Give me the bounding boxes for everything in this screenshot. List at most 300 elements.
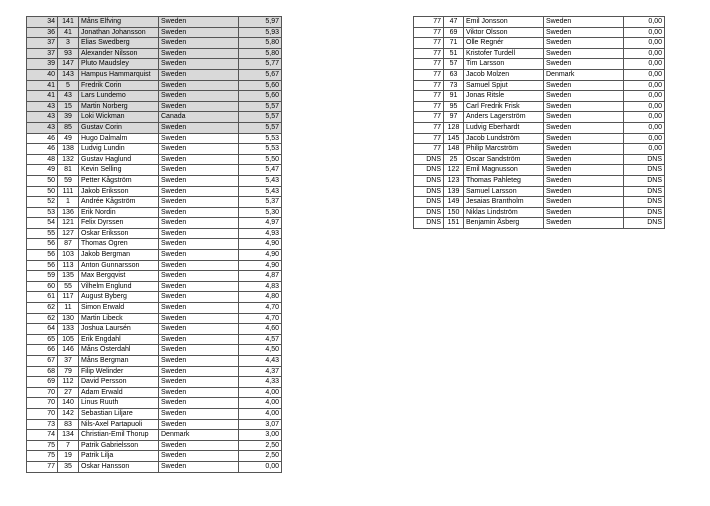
name-cell: Oskar Hansson xyxy=(79,461,159,472)
place-cell: 55 xyxy=(27,228,58,239)
bib-cell: 71 xyxy=(444,38,464,49)
bib-cell: 97 xyxy=(444,112,464,123)
table-row xyxy=(27,303,282,314)
place-cell: 37 xyxy=(27,48,58,59)
name-cell: Emil Magnusson xyxy=(464,165,544,176)
name-cell: Simon Erwald xyxy=(79,303,159,314)
bib-cell: 127 xyxy=(58,228,79,239)
nation-cell: Sweden xyxy=(159,366,239,377)
table-row xyxy=(414,101,665,112)
score-cell: 5,60 xyxy=(239,80,282,91)
place-cell: 67 xyxy=(27,356,58,367)
place-cell: 56 xyxy=(27,260,58,271)
nation-cell: Denmark xyxy=(159,430,239,441)
nation-cell: Sweden xyxy=(159,377,239,388)
bib-cell: 132 xyxy=(58,154,79,165)
nation-cell: Sweden xyxy=(159,313,239,324)
bib-cell: 39 xyxy=(58,112,79,123)
table-row xyxy=(27,186,282,197)
table-row xyxy=(27,197,282,208)
place-cell: 53 xyxy=(27,207,58,218)
score-cell: 2,50 xyxy=(239,451,282,462)
score-cell: 4,87 xyxy=(239,271,282,282)
place-cell: 77 xyxy=(414,38,444,49)
score-cell: 3,07 xyxy=(239,419,282,430)
nation-cell: Sweden xyxy=(159,165,239,176)
score-cell: DNS xyxy=(624,165,665,176)
score-cell: 0,00 xyxy=(624,69,665,80)
place-cell: 62 xyxy=(27,313,58,324)
name-cell: Måns Bergman xyxy=(79,356,159,367)
table-row xyxy=(27,324,282,335)
name-cell: Max Bergqvist xyxy=(79,271,159,282)
table-row xyxy=(27,334,282,345)
bib-cell: 111 xyxy=(58,186,79,197)
bib-cell: 142 xyxy=(58,408,79,419)
name-cell: Erik Nordin xyxy=(79,207,159,218)
place-cell: 68 xyxy=(27,366,58,377)
score-cell: 5,80 xyxy=(239,38,282,49)
bib-cell: 37 xyxy=(58,356,79,367)
nation-cell: Canada xyxy=(159,112,239,123)
nation-cell: Sweden xyxy=(544,122,624,133)
nation-cell: Sweden xyxy=(544,175,624,186)
name-cell: Benjamin Åsberg xyxy=(464,218,544,229)
score-cell: 5,67 xyxy=(239,69,282,80)
bib-cell: 93 xyxy=(58,48,79,59)
place-cell: 46 xyxy=(27,144,58,155)
nation-cell: Sweden xyxy=(159,281,239,292)
place-cell: 77 xyxy=(414,133,444,144)
bib-cell: 150 xyxy=(444,207,464,218)
name-cell: Jesaias Brantholm xyxy=(464,197,544,208)
table-row xyxy=(414,144,665,155)
nation-cell: Sweden xyxy=(544,80,624,91)
name-cell: Viktor Olsson xyxy=(464,27,544,38)
score-cell: 5,53 xyxy=(239,133,282,144)
bib-cell: 134 xyxy=(58,430,79,441)
bib-cell: 143 xyxy=(58,69,79,80)
place-cell: 37 xyxy=(27,38,58,49)
bib-cell: 133 xyxy=(58,324,79,335)
score-cell: 5,53 xyxy=(239,144,282,155)
table-row xyxy=(414,133,665,144)
score-cell: 4,57 xyxy=(239,334,282,345)
name-cell: Loki Wickman xyxy=(79,112,159,123)
score-cell: 4,93 xyxy=(239,228,282,239)
place-cell: DNS xyxy=(414,186,444,197)
bib-cell: 5 xyxy=(58,80,79,91)
nation-cell: Sweden xyxy=(159,80,239,91)
bib-cell: 25 xyxy=(444,154,464,165)
score-cell: 5,57 xyxy=(239,101,282,112)
table-row xyxy=(27,250,282,261)
bib-cell: 117 xyxy=(58,292,79,303)
table-row xyxy=(27,17,282,28)
bib-cell: 105 xyxy=(58,334,79,345)
bib-cell: 140 xyxy=(58,398,79,409)
name-cell: Patrik Gabrielsson xyxy=(79,440,159,451)
bib-cell: 95 xyxy=(444,101,464,112)
place-cell: 77 xyxy=(414,101,444,112)
table-row xyxy=(27,430,282,441)
table-row xyxy=(414,175,665,186)
place-cell: 43 xyxy=(27,101,58,112)
place-cell: 77 xyxy=(414,122,444,133)
place-cell: 77 xyxy=(414,27,444,38)
nation-cell: Sweden xyxy=(159,17,239,28)
score-cell: 0,00 xyxy=(624,80,665,91)
place-cell: 61 xyxy=(27,292,58,303)
name-cell: Lars Lundemo xyxy=(79,91,159,102)
score-cell: 4,90 xyxy=(239,260,282,271)
score-cell: 5,57 xyxy=(239,112,282,123)
table-row xyxy=(414,165,665,176)
bib-cell: 55 xyxy=(58,281,79,292)
nation-cell: Sweden xyxy=(544,48,624,59)
table-row xyxy=(27,408,282,419)
score-cell: DNS xyxy=(624,207,665,218)
nation-cell: Sweden xyxy=(159,239,239,250)
nation-cell: Denmark xyxy=(544,69,624,80)
score-cell: 5,47 xyxy=(239,165,282,176)
bib-cell: 27 xyxy=(58,387,79,398)
bib-cell: 81 xyxy=(58,165,79,176)
place-cell: 70 xyxy=(27,387,58,398)
table-row xyxy=(27,80,282,91)
bib-cell: 35 xyxy=(58,461,79,472)
score-cell: 5,37 xyxy=(239,197,282,208)
place-cell: DNS xyxy=(414,197,444,208)
bib-cell: 91 xyxy=(444,91,464,102)
table-row xyxy=(27,292,282,303)
bib-cell: 103 xyxy=(58,250,79,261)
place-cell: 75 xyxy=(27,451,58,462)
nation-cell: Sweden xyxy=(159,144,239,155)
nation-cell: Sweden xyxy=(544,38,624,49)
name-cell: Gustav Corin xyxy=(79,122,159,133)
place-cell: 59 xyxy=(27,271,58,282)
name-cell: Pluto Maudsley xyxy=(79,59,159,70)
nation-cell: Sweden xyxy=(159,91,239,102)
bib-cell: 41 xyxy=(58,27,79,38)
place-cell: 39 xyxy=(27,59,58,70)
place-cell: 77 xyxy=(414,144,444,155)
table-row xyxy=(27,377,282,388)
name-cell: Thomas Ögren xyxy=(79,239,159,250)
nation-cell: Sweden xyxy=(544,165,624,176)
nation-cell: Sweden xyxy=(159,175,239,186)
table-row xyxy=(414,112,665,123)
table-row xyxy=(27,451,282,462)
place-cell: 65 xyxy=(27,334,58,345)
name-cell: Jonathan Johansson xyxy=(79,27,159,38)
score-cell: 4,80 xyxy=(239,292,282,303)
name-cell: Ludvig Eberhardt xyxy=(464,122,544,133)
place-cell: 77 xyxy=(414,91,444,102)
name-cell: Carl Fredrik Frisk xyxy=(464,101,544,112)
score-cell: 0,00 xyxy=(624,122,665,133)
name-cell: Samuel Larsson xyxy=(464,186,544,197)
score-cell: 0,00 xyxy=(624,27,665,38)
bib-cell: 63 xyxy=(444,69,464,80)
nation-cell: Sweden xyxy=(159,398,239,409)
score-cell: 2,50 xyxy=(239,440,282,451)
table-row xyxy=(27,387,282,398)
nation-cell: Sweden xyxy=(159,250,239,261)
score-cell: 4,00 xyxy=(239,387,282,398)
score-cell: 5,77 xyxy=(239,59,282,70)
bib-cell: 149 xyxy=(444,197,464,208)
bib-cell: 121 xyxy=(58,218,79,229)
name-cell: Felix Dyrssen xyxy=(79,218,159,229)
place-cell: 43 xyxy=(27,122,58,133)
name-cell: Christian-Emil Thorup xyxy=(79,430,159,441)
score-cell: 0,00 xyxy=(624,38,665,49)
name-cell: Hampus Hammarquist xyxy=(79,69,159,80)
table-row xyxy=(414,17,665,28)
table-row xyxy=(27,27,282,38)
score-cell: 5,43 xyxy=(239,175,282,186)
name-cell: Martin Libeck xyxy=(79,313,159,324)
name-cell: Anton Gunnarsson xyxy=(79,260,159,271)
bib-cell: 11 xyxy=(58,303,79,314)
name-cell: Kristofer Turdell xyxy=(464,48,544,59)
score-cell: 4,70 xyxy=(239,303,282,314)
nation-cell: Sweden xyxy=(544,112,624,123)
place-cell: 66 xyxy=(27,345,58,356)
name-cell: Måns Österdahl xyxy=(79,345,159,356)
name-cell: Adam Erwald xyxy=(79,387,159,398)
table-row xyxy=(414,197,665,208)
table-row xyxy=(27,345,282,356)
nation-cell: Sweden xyxy=(159,303,239,314)
place-cell: 43 xyxy=(27,112,58,123)
nation-cell: Sweden xyxy=(159,324,239,335)
table-row xyxy=(414,38,665,49)
bib-cell: 7 xyxy=(58,440,79,451)
place-cell: 41 xyxy=(27,91,58,102)
score-cell: 4,43 xyxy=(239,356,282,367)
name-cell: Alexander Nilsson xyxy=(79,48,159,59)
nation-cell: Sweden xyxy=(159,207,239,218)
place-cell: 77 xyxy=(414,80,444,91)
bib-cell: 113 xyxy=(58,260,79,271)
table-row xyxy=(27,440,282,451)
bib-cell: 69 xyxy=(444,27,464,38)
bib-cell: 122 xyxy=(444,165,464,176)
table-row xyxy=(27,175,282,186)
name-cell: Hugo Dalmalm xyxy=(79,133,159,144)
name-cell: Nils-Axel Partapuoli xyxy=(79,419,159,430)
score-cell: 4,37 xyxy=(239,366,282,377)
table-row xyxy=(27,271,282,282)
name-cell: Samuel Spjut xyxy=(464,80,544,91)
table-row xyxy=(27,122,282,133)
table-row xyxy=(27,165,282,176)
nation-cell: Sweden xyxy=(159,292,239,303)
score-cell: DNS xyxy=(624,175,665,186)
nation-cell: Sweden xyxy=(159,122,239,133)
score-cell: 5,30 xyxy=(239,207,282,218)
name-cell: Jacob Molzen xyxy=(464,69,544,80)
place-cell: 62 xyxy=(27,303,58,314)
bib-cell: 130 xyxy=(58,313,79,324)
bib-cell: 3 xyxy=(58,38,79,49)
bib-cell: 15 xyxy=(58,101,79,112)
place-cell: 52 xyxy=(27,197,58,208)
nation-cell: Sweden xyxy=(159,419,239,430)
nation-cell: Sweden xyxy=(159,345,239,356)
name-cell: Kevin Selling xyxy=(79,165,159,176)
bib-cell: 49 xyxy=(58,133,79,144)
table-row xyxy=(414,186,665,197)
table-row xyxy=(27,228,282,239)
place-cell: DNS xyxy=(414,218,444,229)
place-cell: 77 xyxy=(414,59,444,70)
place-cell: 46 xyxy=(27,133,58,144)
nation-cell: Sweden xyxy=(544,101,624,112)
score-cell: 4,50 xyxy=(239,345,282,356)
nation-cell: Sweden xyxy=(544,27,624,38)
name-cell: Emil Jonsson xyxy=(464,17,544,28)
table-row xyxy=(414,48,665,59)
bib-cell: 85 xyxy=(58,122,79,133)
table-row xyxy=(414,207,665,218)
table-row xyxy=(27,461,282,472)
table-row xyxy=(27,398,282,409)
table-row xyxy=(27,133,282,144)
place-cell: 49 xyxy=(27,165,58,176)
table-row xyxy=(27,69,282,80)
name-cell: Oskar Eriksson xyxy=(79,228,159,239)
name-cell: Petter Kågström xyxy=(79,175,159,186)
score-cell: 0,00 xyxy=(624,91,665,102)
table-row xyxy=(27,207,282,218)
place-cell: 73 xyxy=(27,419,58,430)
place-cell: 36 xyxy=(27,27,58,38)
table-row xyxy=(27,101,282,112)
score-cell: 5,50 xyxy=(239,154,282,165)
score-cell: 0,00 xyxy=(624,59,665,70)
place-cell: 70 xyxy=(27,408,58,419)
score-cell: 4,97 xyxy=(239,218,282,229)
table-row xyxy=(27,144,282,155)
place-cell: 50 xyxy=(27,186,58,197)
nation-cell: Sweden xyxy=(544,144,624,155)
table-row xyxy=(27,38,282,49)
bib-cell: 79 xyxy=(58,366,79,377)
name-cell: Erik Engdahl xyxy=(79,334,159,345)
bib-cell: 73 xyxy=(444,80,464,91)
score-cell: 0,00 xyxy=(624,112,665,123)
nation-cell: Sweden xyxy=(544,17,624,28)
nation-cell: Sweden xyxy=(544,59,624,70)
table-row xyxy=(27,59,282,70)
nation-cell: Sweden xyxy=(159,440,239,451)
place-cell: 56 xyxy=(27,250,58,261)
score-cell: 5,43 xyxy=(239,186,282,197)
score-cell: 4,00 xyxy=(239,398,282,409)
nation-cell: Sweden xyxy=(159,260,239,271)
bib-cell: 83 xyxy=(58,419,79,430)
score-cell: 4,60 xyxy=(239,324,282,335)
place-cell: DNS xyxy=(414,165,444,176)
name-cell: Thomas Pahleteg xyxy=(464,175,544,186)
table-row xyxy=(27,154,282,165)
nation-cell: Sweden xyxy=(159,218,239,229)
nation-cell: Sweden xyxy=(159,101,239,112)
place-cell: 77 xyxy=(414,17,444,28)
score-cell: 5,57 xyxy=(239,122,282,133)
table-row xyxy=(27,281,282,292)
nation-cell: Sweden xyxy=(544,133,624,144)
table-row xyxy=(414,69,665,80)
score-cell: 5,60 xyxy=(239,91,282,102)
name-cell: Jonas Ritsle xyxy=(464,91,544,102)
score-cell: 5,97 xyxy=(239,17,282,28)
bib-cell: 141 xyxy=(58,17,79,28)
nation-cell: Sweden xyxy=(544,218,624,229)
nation-cell: Sweden xyxy=(544,91,624,102)
name-cell: David Persson xyxy=(79,377,159,388)
place-cell: 69 xyxy=(27,377,58,388)
place-cell: 41 xyxy=(27,80,58,91)
score-cell: 0,00 xyxy=(624,133,665,144)
nation-cell: Sweden xyxy=(159,38,239,49)
name-cell: Vilhelm Englund xyxy=(79,281,159,292)
bib-cell: 57 xyxy=(444,59,464,70)
score-cell: 4,90 xyxy=(239,250,282,261)
nation-cell: Sweden xyxy=(544,186,624,197)
bib-cell: 146 xyxy=(58,345,79,356)
nation-cell: Sweden xyxy=(159,133,239,144)
table-row xyxy=(27,239,282,250)
nation-cell: Sweden xyxy=(159,186,239,197)
table-row xyxy=(27,112,282,123)
score-cell: 0,00 xyxy=(239,461,282,472)
nation-cell: Sweden xyxy=(159,408,239,419)
place-cell: 77 xyxy=(414,48,444,59)
nation-cell: Sweden xyxy=(159,27,239,38)
nation-cell: Sweden xyxy=(159,228,239,239)
name-cell: Martin Norberg xyxy=(79,101,159,112)
name-cell: Anders Lagerström xyxy=(464,112,544,123)
table-row xyxy=(414,59,665,70)
name-cell: Joshua Laursén xyxy=(79,324,159,335)
score-cell: 4,70 xyxy=(239,313,282,324)
table-row xyxy=(27,260,282,271)
place-cell: 56 xyxy=(27,239,58,250)
table-row xyxy=(27,366,282,377)
bib-cell: 51 xyxy=(444,48,464,59)
place-cell: 75 xyxy=(27,440,58,451)
name-cell: Niklas Lindström xyxy=(464,207,544,218)
place-cell: DNS xyxy=(414,175,444,186)
score-cell: 4,90 xyxy=(239,239,282,250)
nation-cell: Sweden xyxy=(159,197,239,208)
table-row xyxy=(414,91,665,102)
nation-cell: Sweden xyxy=(159,356,239,367)
name-cell: Linus Ruuth xyxy=(79,398,159,409)
name-cell: Fredrik Corin xyxy=(79,80,159,91)
place-cell: 77 xyxy=(414,69,444,80)
nation-cell: Sweden xyxy=(159,451,239,462)
nation-cell: Sweden xyxy=(159,154,239,165)
bib-cell: 138 xyxy=(58,144,79,155)
name-cell: Olle Regnér xyxy=(464,38,544,49)
table-row xyxy=(27,313,282,324)
